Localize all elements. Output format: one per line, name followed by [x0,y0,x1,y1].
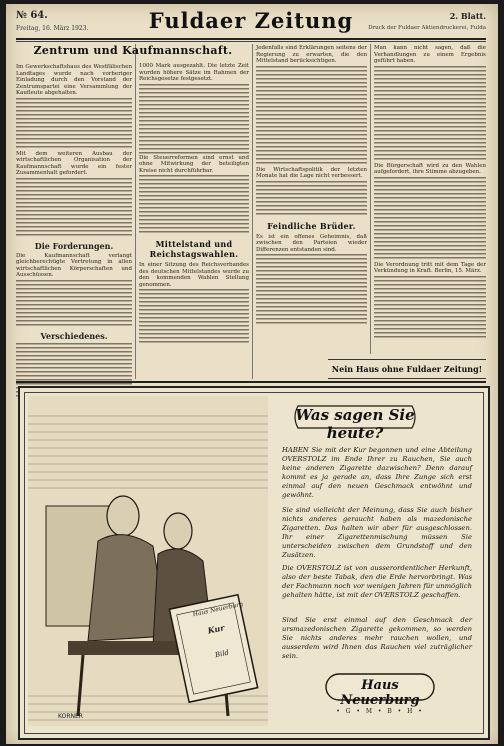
article-text: Man kann nicht sagen, daß die Verhandlungen zu einem Ergebnis geführt haben. [374,45,486,64]
advert-paragraph: Die OVERSTOLZ ist von ausserordentlicher Herkunft, also der beste Tabak, den die Erde hervorbringt. Was der Fachmann noch vor wenigen Jahren für unmöglich gehalten hätte, ist mit der OVERSTOLZ geschaffen. [282,564,472,599]
article-text: 1000 Mark ausgezahlt. Die letzte Zeit wurden höhere Sätze im Rahmen der Reichsgesetze festgesetzt. [139,63,249,82]
article-text: Jedenfalls sind Erklärungen seitens der Regierung zu erwarten, die den Mittelstand berücksichtigen. [256,45,367,64]
article-text-body [16,178,132,238]
house-notice: Nein Haus ohne Fuldaer Zeitung! [328,359,486,379]
masthead-rule [16,38,486,40]
section-subheading: Verschiedenes. [40,330,108,341]
cigarette-advertisement [18,386,490,740]
article-text: Die Verordnung tritt mit dem Tage der Verkündung in Kraft. Berlin, 15. März. [374,261,486,274]
article-text-body [139,175,249,235]
advert-company-tag: • G • M • B • H • [336,708,424,715]
article-heading: Zentrum und Kaufmannschaft. [33,44,233,57]
newspaper-title: Fuldaer Zeitung [148,8,354,33]
article-column-3 [256,44,367,326]
article-text-body [374,66,486,162]
column-rule [370,44,371,354]
sheet-number: 2. Blatt. [449,11,486,21]
article-text-body [139,84,249,154]
section-subheading: Die Forderungen. [34,240,114,251]
masthead-rule-thin [16,41,486,42]
article-text-body [139,289,249,345]
article-heading: Feindliche Brüder. [267,220,356,231]
article-heading: Mittelstand und Reichstagswahlen. [149,239,239,259]
article-text-body [256,254,367,326]
column-rule [135,44,136,379]
advert-headline-scroll [290,400,420,442]
article-text: Die Wirtschaftspolitik der letzten Monate hat die Lage nicht verbessert. [256,166,367,179]
article-text-body [374,177,486,261]
article-text-body [256,181,367,217]
advert-headline: Was sagen Sie heute? [295,406,415,442]
pack-brand: Haus Neuerburg [192,600,244,619]
article-text: In einer Sitzung des Reichsverbandes des deutschen Mittelstandes wurde zu den kommenden Wahlen Stellung genommen. [139,262,249,288]
article-column-4 [374,44,486,338]
pack-label: Kur [206,622,226,636]
article-text: Die Kaufmannschaft verlangt gleichberechtigte Vertretung in allen wirtschaftlichen Körperschaften und Ausschüssen. [16,252,132,278]
advert-brand-signature: Haus Neuerburg [340,678,420,708]
article-text: Mit dem weiteren Ausbau der wirtschaftlichen Organisation der Kaufmannschaft wurde ein fester Zusammenhalt gefordert. [16,150,132,176]
article-column-2 [139,62,249,345]
issue-number: № 64. [16,10,48,21]
article-text-body [16,98,132,150]
article-text-body [374,276,486,338]
issue-date: Freitag, 16. März 1923. [16,25,89,32]
article-text: Die Steuerreformen sind ernst und ohne Mitwirkung der beteiligten Kreise nicht durchführbar. [139,154,249,174]
advert-signature-cartouche [320,670,440,708]
newspaper-page [6,4,498,744]
article-text-body [256,66,367,166]
article-text-body [16,280,132,328]
article-text: Die Bürgerschaft wird zu den Wahlen aufgefordert, ihre Stimme abzugeben. [374,162,486,175]
illustrator-signature: KORNER [58,713,83,720]
advert-paragraph: HABEN Sie mit der Kur begonnen und eine Abteilung OVERSTOLZ im Ende Ihrer zu Rauchen, Sie auch keine anderen Zigarette dazwischen? Denn darauf kommt es ja gerade an, dass Ihre Zunge sich erst einmal auf den neuen Geschmack entwöhnt und gewöhnt. [282,446,472,499]
masthead [16,8,486,38]
publisher-line: Druck der Fuldaer Aktiendruckerei, Fulda [368,25,486,31]
advert-paragraph: Sind Sie erst einmal auf den Geschmack der ursmazedonischen Zigarette gekommen, so werden Sie nichts anderes mehr rauchen wollen, und ausserdem wird Ihnen das Rauchen viel zuträglicher sein. [282,616,472,660]
column-rule [252,44,253,379]
article-text: Es ist ein offenes Geheimnis, daß zwischen den Parteien wieder Differenzen entstanden sind. [256,233,367,253]
advert-paragraph: Sie sind vielleicht der Meinung, dass Sie auch bisher nichts anderes geraucht haben als mazedonische Zigaretten. Das halten wir aber für ausgeschlossen. Ihr einer Zigarettenmischung müssen Sie unterscheiden zwischen dem Grundstoff und den Zusätzen. [282,506,472,559]
advert-top-rule [16,381,486,383]
pack-picture-label: Bild [214,648,230,660]
article-text: Im Gewerkschaftshaus des Westfälischen Landtages wurde nach vorheriger Einladung durch den Vorstand der Zentrumspartei eine Versammlung der Kaufleute abgehalten. [16,64,132,96]
advert-illustration [28,396,268,726]
